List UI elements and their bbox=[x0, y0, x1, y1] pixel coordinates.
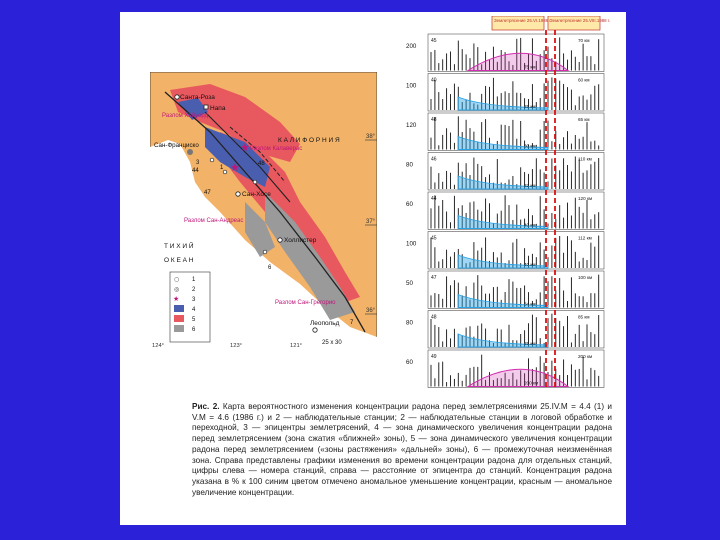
station-label: 7 bbox=[350, 320, 354, 326]
station-number: 47 bbox=[431, 275, 437, 281]
y-tick-label: 60 bbox=[406, 201, 413, 208]
caption-text: Карта вероятностного изменения концентрации радона перед землетрясениями 25.IV.М = 4.4 (1) и V.М = 4.6 (1986 г.) и 2 — наблюдательные станции; 2 — наблюдательные станции в логовой обработке и переходной, 3 — эпицентры землетрясений, 4 — зона динамического увеличения концентрации радона перед землетрясением (зона сжатия «ближней» зоны), 5 — зона динамического увеличения концентрации радона перед землетрясением («зоны растяжения» «дальней» зоны), 6 — промежуточная неизменённая зона. Справа представлены графики изменения во времени концентрации радона для отдельных станций, цифры слева — номера станций, справа — расстояние от эпицентра до станций. Концентрация радона указана в % к 100 синим цветом отмечено аномальное уменьшение концентрации, красным — аномальное увеличение концентрации. bbox=[192, 402, 612, 497]
station-number: 48 bbox=[431, 117, 437, 123]
distance-label: 85 км bbox=[578, 314, 590, 320]
distance-label: 30 км bbox=[524, 143, 536, 149]
fault-label: Разлом Сан-Андреас bbox=[184, 218, 244, 224]
station-label: 1 bbox=[220, 165, 224, 171]
fault-label: Разлом Хейуорд bbox=[162, 113, 209, 119]
distance-label: 60 км bbox=[578, 77, 590, 83]
caption-label: Рис. 2. bbox=[192, 402, 220, 411]
lon-label: 121° bbox=[290, 343, 302, 349]
distance-label: 100 км bbox=[578, 275, 593, 280]
lat-label: 36° bbox=[366, 308, 376, 314]
svg-text:5: 5 bbox=[192, 317, 196, 323]
station-number: 44 bbox=[431, 196, 437, 202]
station-number: 45 bbox=[431, 235, 437, 242]
svg-text:2: 2 bbox=[192, 287, 196, 293]
station-number: 40 bbox=[431, 77, 437, 84]
station-label: 44 bbox=[192, 168, 199, 174]
station-label: 6 bbox=[268, 265, 272, 271]
corner-label: 25 х 30 bbox=[322, 340, 342, 346]
distance-label: 34 км bbox=[524, 301, 536, 307]
svg-text:6: 6 bbox=[192, 327, 196, 333]
station-number: 46 bbox=[431, 156, 437, 163]
fault-label: Разлом Сан-Грегорио bbox=[275, 300, 336, 306]
station-number: 45 bbox=[431, 38, 437, 44]
header-right: Землетрясение 25.VIII.1988 г. bbox=[550, 18, 611, 23]
distance-label: 200 км bbox=[524, 380, 539, 386]
station-number: 49 bbox=[431, 354, 437, 360]
lon-label: 124° bbox=[152, 343, 164, 349]
fault-label: Разлом Калаверас bbox=[250, 146, 303, 152]
city-label: Холлистер bbox=[284, 237, 317, 244]
ocean-label: Т И Х И Й bbox=[164, 243, 194, 250]
svg-text:○: ○ bbox=[174, 276, 180, 283]
city-label: Сан-Франциско bbox=[154, 142, 199, 149]
y-tick-label: 100 bbox=[406, 82, 417, 90]
y-tick-label: 50 bbox=[406, 280, 413, 287]
ocean-label: О К Е А Н bbox=[164, 257, 194, 264]
distance-label: 32 км bbox=[524, 183, 536, 188]
y-tick-label: 80 bbox=[406, 319, 413, 327]
distance-label: 25 км bbox=[524, 104, 536, 109]
distance-label: 70 км bbox=[578, 38, 590, 43]
distance-label: 110 км bbox=[578, 156, 592, 162]
region-label: К А Л И Ф О Р Н И Я bbox=[278, 137, 340, 144]
radon-map bbox=[150, 72, 377, 349]
lon-label: 123° bbox=[230, 343, 242, 349]
station-label: 47 bbox=[204, 190, 211, 196]
header-left: Землетрясение 25.VI.1988 г. bbox=[494, 18, 552, 23]
distance-label: 40 км bbox=[524, 262, 536, 267]
distance-label: 35 км bbox=[524, 341, 536, 346]
lat-label: 37° bbox=[366, 219, 376, 225]
map-legend bbox=[170, 272, 210, 342]
y-tick-label: 60 bbox=[406, 359, 413, 366]
svg-text:★: ★ bbox=[173, 295, 180, 303]
svg-text:4: 4 bbox=[192, 307, 196, 313]
city-label: Леопольд bbox=[310, 320, 340, 327]
city-label: Сан-Хосе bbox=[242, 191, 271, 198]
distance-label: 120 км bbox=[578, 196, 593, 201]
svg-text:★: ★ bbox=[230, 161, 240, 174]
city-label: Напа bbox=[210, 105, 226, 112]
station-label: 48 bbox=[258, 161, 265, 167]
svg-text:1: 1 bbox=[192, 277, 196, 283]
svg-text:◎: ◎ bbox=[174, 286, 180, 293]
distance-label: 65 км bbox=[578, 117, 590, 122]
radon-time-series bbox=[406, 16, 612, 396]
distance-label: 75 км bbox=[524, 64, 536, 70]
distance-label: 112 км bbox=[578, 235, 592, 241]
document-page bbox=[120, 12, 626, 525]
y-tick-label: 80 bbox=[406, 161, 413, 169]
y-tick-label: 120 bbox=[406, 122, 417, 129]
distance-label: 40 км bbox=[524, 222, 536, 228]
figure-caption bbox=[192, 402, 612, 498]
distance-label: 200 км bbox=[578, 354, 593, 359]
svg-text:★: ★ bbox=[240, 141, 250, 154]
city-label: Санта-Роза bbox=[180, 94, 215, 101]
svg-text:3: 3 bbox=[192, 297, 196, 303]
lat-label: 38° bbox=[366, 134, 376, 140]
y-tick-label: 100 bbox=[406, 240, 417, 248]
station-label: 3 bbox=[196, 160, 200, 166]
y-tick-label: 200 bbox=[406, 43, 417, 50]
station-number: 48 bbox=[431, 314, 437, 321]
